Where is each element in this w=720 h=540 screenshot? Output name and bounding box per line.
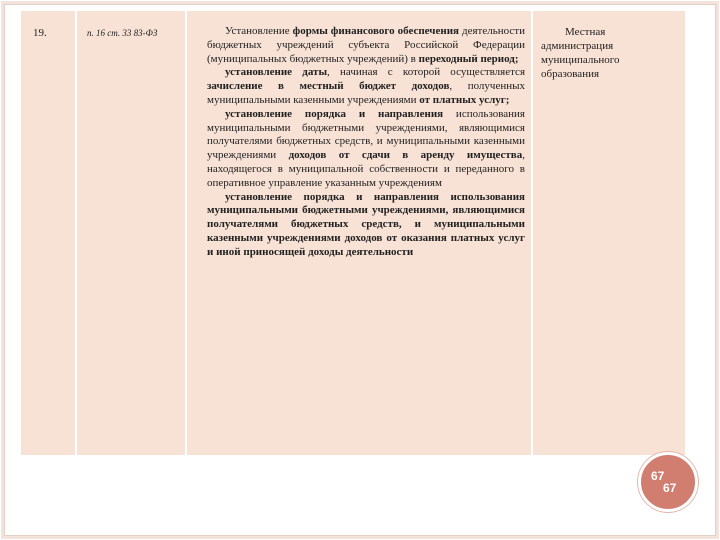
responsible-line: образования xyxy=(541,68,600,80)
responsible-line: муниципального xyxy=(541,54,620,66)
description-run: Установление xyxy=(225,25,293,37)
description-run: доходов от сдачи в аренду имущества xyxy=(288,149,523,162)
law-reference: п. 16 ст. 33 83-ФЗ xyxy=(87,28,158,38)
cell-row-number xyxy=(20,11,76,455)
description-run: использования муниципальными бюджетными учреждениями, являющимися получателями бюджетных средств, и муниципальными казенными учреждениями xyxy=(207,107,525,162)
description-run: установление даты xyxy=(225,66,328,79)
responsible-text xyxy=(541,25,681,81)
page-number-front: 67 xyxy=(663,481,677,495)
slide-frame xyxy=(4,4,716,536)
description-run: деятельности бюджетных учреждений субъекта Российской Федерации (муниципальных бюджетных учреждений) в xyxy=(207,25,525,65)
description-run: установление порядка и направления использования муниципальными бюджетными учреждениями, являющимися получателями бюджетных средств, и муниципальными казенными учреждениями доходов от оказания платных услуг и иной приносящей доходы деятельности xyxy=(207,190,525,258)
responsible-line: администрация xyxy=(541,40,614,52)
description-run: от платных услуг; xyxy=(419,93,510,106)
description-run: зачисление в местный бюджет доходов xyxy=(207,80,450,93)
responsible-line: Местная xyxy=(565,26,606,38)
description-text xyxy=(207,25,525,260)
description-paragraph xyxy=(207,25,525,66)
page-number-back: 67 xyxy=(651,469,665,483)
description-run: , начиная с которой осуществляется xyxy=(327,66,525,79)
description-run: , находящегося в муниципальной собственности и переданного в оперативное управление указанным учреждениям xyxy=(207,149,525,189)
description-run: формы финансового обеспечения xyxy=(292,25,460,37)
cell-responsible xyxy=(532,11,686,455)
cell-description xyxy=(186,11,532,455)
description-run: , полученных муниципальными казенными учреждениями xyxy=(207,80,526,106)
description-run: установление порядка и направления xyxy=(225,107,444,120)
description-run: переходный период; xyxy=(418,52,519,65)
page-number-badge xyxy=(638,452,698,512)
data-table xyxy=(20,11,686,455)
cell-law-reference xyxy=(76,11,186,455)
row-number: 19. xyxy=(33,27,47,39)
description-paragraph xyxy=(207,108,525,191)
description-paragraph xyxy=(207,191,525,260)
description-paragraph xyxy=(207,66,525,107)
